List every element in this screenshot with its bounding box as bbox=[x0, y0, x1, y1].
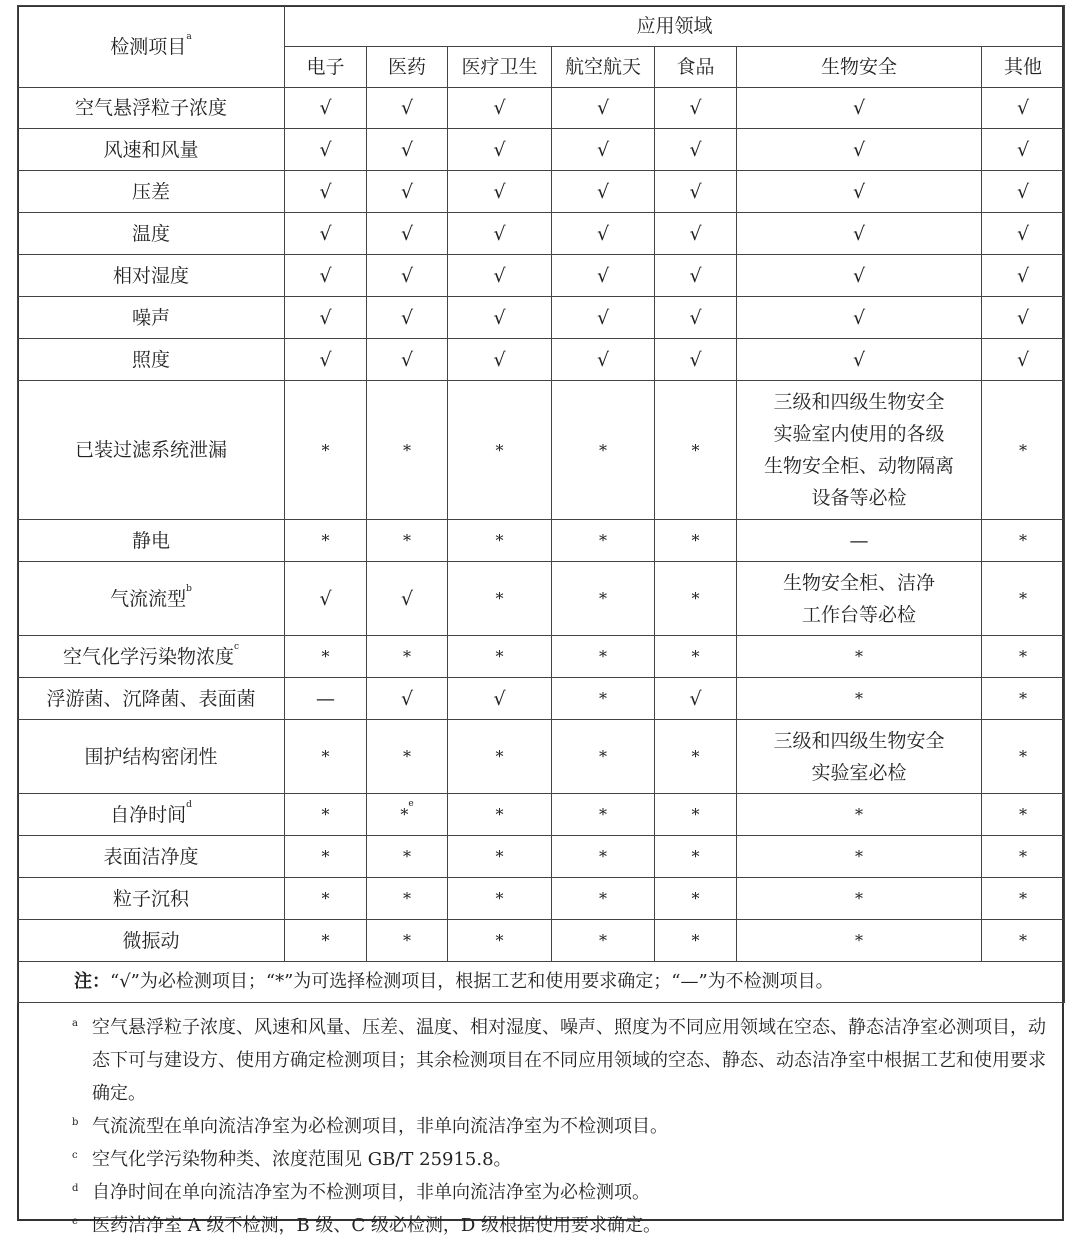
optional-mark: * bbox=[448, 720, 552, 794]
required-mark: √ bbox=[552, 213, 655, 255]
required-mark: √ bbox=[448, 255, 552, 297]
item-name: 照度 bbox=[18, 339, 285, 381]
optional-mark: * bbox=[982, 720, 1065, 794]
item-name: 温度 bbox=[18, 213, 285, 255]
optional-mark: * bbox=[285, 878, 367, 920]
required-mark: √ bbox=[655, 678, 737, 720]
footnote-d: d 自净时间在单向流洁净室为不检测项目，非单向流洁净室为必检测项。 bbox=[72, 1182, 650, 1203]
required-mark: √ bbox=[367, 255, 448, 297]
required-mark: √ bbox=[285, 297, 367, 339]
required-mark: √ bbox=[737, 129, 982, 171]
optional-mark: * bbox=[655, 381, 737, 520]
table-row bbox=[18, 255, 1065, 297]
optional-mark: * bbox=[367, 878, 448, 920]
required-mark: √ bbox=[655, 88, 737, 129]
optional-mark: * bbox=[737, 678, 982, 720]
item-name: 静电 bbox=[18, 520, 285, 562]
footnote-c: c 空气化学污染物种类、浓度范围见 GB/T 25915.8。 bbox=[72, 1149, 512, 1170]
requirement-note-cell: 生物安全柜、洁净 工作台等必检 bbox=[737, 562, 982, 636]
header-domain: 航空航天 bbox=[552, 47, 655, 88]
table-row bbox=[18, 920, 1065, 962]
required-mark: √ bbox=[448, 678, 552, 720]
required-mark: √ bbox=[737, 213, 982, 255]
required-mark: √ bbox=[552, 88, 655, 129]
optional-mark: * bbox=[285, 920, 367, 962]
item-name: 表面洁净度 bbox=[18, 836, 285, 878]
item-name: 粒子沉积 bbox=[18, 878, 285, 920]
optional-mark: * bbox=[367, 636, 448, 678]
required-mark: √ bbox=[552, 339, 655, 381]
required-mark: √ bbox=[655, 255, 737, 297]
required-mark: √ bbox=[655, 213, 737, 255]
item-name: 微振动 bbox=[18, 920, 285, 962]
optional-mark: * bbox=[737, 878, 982, 920]
optional-mark: * bbox=[367, 381, 448, 520]
optional-mark: * bbox=[737, 836, 982, 878]
table-row bbox=[18, 213, 1065, 255]
footnote-a: a 空气悬浮粒子浓度、风速和风量、压差、温度、相对湿度、噪声、照度为不同应用领域在空态、静态洁净室必测项目，动态下可与建设方、使用方确定检测项目；其余检测项目在不同应用领域的空态、静态、动态洁净室中根据工艺和使用要求确定。 bbox=[72, 1017, 1046, 1104]
optional-mark: * bbox=[982, 520, 1065, 562]
item-name: 已装过滤系统泄漏 bbox=[18, 381, 285, 520]
required-mark: √ bbox=[552, 129, 655, 171]
item-name: 噪声 bbox=[18, 297, 285, 339]
optional-mark: * bbox=[285, 794, 367, 836]
optional-mark: * bbox=[285, 520, 367, 562]
required-mark: √ bbox=[737, 339, 982, 381]
optional-mark: * bbox=[982, 794, 1065, 836]
table-row bbox=[18, 678, 1065, 720]
optional-mark: * bbox=[552, 920, 655, 962]
required-mark: √ bbox=[655, 171, 737, 213]
item-name: 相对湿度 bbox=[18, 255, 285, 297]
requirement-note-cell: 三级和四级生物安全 实验室必检 bbox=[737, 720, 982, 794]
required-mark: √ bbox=[552, 255, 655, 297]
required-mark: √ bbox=[448, 339, 552, 381]
optional-mark: * bbox=[448, 836, 552, 878]
item-name: 空气化学污染物浓度$^c$ bbox=[18, 636, 285, 678]
required-mark: √ bbox=[367, 171, 448, 213]
optional-mark: * bbox=[552, 562, 655, 636]
table-row bbox=[18, 878, 1065, 920]
required-mark: √ bbox=[982, 88, 1065, 129]
table-row bbox=[18, 171, 1065, 213]
requirement-note-cell: 三级和四级生物安全 实验室内使用的各级 生物安全柜、动物隔离 设备等必检 bbox=[737, 381, 982, 520]
optional-mark: * bbox=[448, 381, 552, 520]
optional-mark: * bbox=[552, 878, 655, 920]
required-mark: √ bbox=[285, 213, 367, 255]
optional-mark: * bbox=[982, 836, 1065, 878]
optional-mark: * bbox=[552, 720, 655, 794]
table-row bbox=[18, 836, 1065, 878]
optional-mark: * bbox=[655, 562, 737, 636]
header-domain: 其他 bbox=[982, 47, 1065, 88]
not-tested-mark: — bbox=[285, 678, 367, 720]
required-mark: √ bbox=[285, 562, 367, 636]
required-mark: √ bbox=[448, 297, 552, 339]
required-mark: √ bbox=[655, 339, 737, 381]
table-row bbox=[18, 297, 1065, 339]
optional-mark: * bbox=[982, 562, 1065, 636]
optional-mark: * bbox=[448, 878, 552, 920]
optional-mark: * bbox=[285, 720, 367, 794]
optional-mark: * bbox=[367, 720, 448, 794]
header-domain: 电子 bbox=[285, 47, 367, 88]
table-row bbox=[18, 720, 1065, 794]
optional-mark: * bbox=[655, 878, 737, 920]
required-mark: √ bbox=[367, 129, 448, 171]
header-domain: 医药 bbox=[367, 47, 448, 88]
required-mark: √ bbox=[982, 171, 1065, 213]
required-mark: √ bbox=[982, 129, 1065, 171]
optional-mark: * bbox=[737, 636, 982, 678]
optional-mark: * bbox=[655, 636, 737, 678]
optional-mark: * bbox=[448, 636, 552, 678]
item-name: 围护结构密闭性 bbox=[18, 720, 285, 794]
optional-mark: * bbox=[655, 520, 737, 562]
optional-mark: * bbox=[655, 836, 737, 878]
optional-mark: * bbox=[552, 678, 655, 720]
required-mark: √ bbox=[982, 213, 1065, 255]
inspection-table bbox=[17, 5, 1065, 1003]
table-row bbox=[18, 520, 1065, 562]
item-name: 压差 bbox=[18, 171, 285, 213]
optional-mark: * bbox=[982, 636, 1065, 678]
table-row bbox=[18, 88, 1065, 129]
required-mark: √ bbox=[982, 297, 1065, 339]
footnote-b: b 气流流型在单向流洁净室为必检测项目，非单向流洁净室为不检测项目。 bbox=[72, 1116, 668, 1137]
table-row bbox=[18, 636, 1065, 678]
header-domain: 生物安全 bbox=[737, 47, 982, 88]
header-application-domain: 应用领域 bbox=[285, 6, 1065, 47]
optional-mark: * bbox=[285, 836, 367, 878]
optional-mark: * bbox=[552, 836, 655, 878]
optional-mark: * bbox=[982, 678, 1065, 720]
optional-mark: * bbox=[367, 920, 448, 962]
required-mark: √ bbox=[367, 339, 448, 381]
optional-mark: * bbox=[655, 720, 737, 794]
footnotes bbox=[17, 1011, 1064, 1242]
required-mark: √ bbox=[552, 297, 655, 339]
required-mark: √ bbox=[448, 171, 552, 213]
required-mark: √ bbox=[655, 129, 737, 171]
optional-mark: * bbox=[982, 381, 1065, 520]
required-mark: √ bbox=[982, 255, 1065, 297]
required-mark: √ bbox=[448, 129, 552, 171]
required-mark: √ bbox=[737, 88, 982, 129]
required-mark: √ bbox=[367, 297, 448, 339]
item-name: 浮游菌、沉降菌、表面菌 bbox=[18, 678, 285, 720]
required-mark: √ bbox=[982, 339, 1065, 381]
legend-note: 注：“√”为必检测项目；“*”为可选择检测项目，根据工艺和使用要求确定；“—”为不检测项目。 bbox=[18, 962, 1065, 1003]
optional-mark: * bbox=[552, 520, 655, 562]
optional-mark: *$^e$ bbox=[367, 794, 448, 836]
required-mark: √ bbox=[737, 171, 982, 213]
optional-mark: * bbox=[737, 794, 982, 836]
required-mark: √ bbox=[655, 297, 737, 339]
header-domain: 食品 bbox=[655, 47, 737, 88]
optional-mark: * bbox=[552, 794, 655, 836]
optional-mark: * bbox=[552, 636, 655, 678]
required-mark: √ bbox=[285, 255, 367, 297]
optional-mark: * bbox=[285, 381, 367, 520]
optional-mark: * bbox=[448, 920, 552, 962]
item-name: 自净时间$^d$ bbox=[18, 794, 285, 836]
required-mark: √ bbox=[367, 678, 448, 720]
table-row bbox=[18, 794, 1065, 836]
optional-mark: * bbox=[367, 836, 448, 878]
optional-mark: * bbox=[737, 920, 982, 962]
header-item-column: 检测项目$^a$ bbox=[18, 6, 285, 88]
required-mark: √ bbox=[285, 129, 367, 171]
optional-mark: * bbox=[982, 878, 1065, 920]
footnote-e: e 医药洁净室 A 级不检测，B 级、C 级必检测，D 级根据使用要求确定。 bbox=[72, 1215, 662, 1236]
required-mark: √ bbox=[367, 213, 448, 255]
item-name: 空气悬浮粒子浓度 bbox=[18, 88, 285, 129]
required-mark: √ bbox=[448, 213, 552, 255]
required-mark: √ bbox=[285, 339, 367, 381]
table-row bbox=[18, 381, 1065, 520]
item-name: 气流流型$^b$ bbox=[18, 562, 285, 636]
required-mark: √ bbox=[285, 88, 367, 129]
table-row bbox=[18, 129, 1065, 171]
note-row bbox=[18, 962, 1065, 1003]
optional-mark: * bbox=[655, 794, 737, 836]
header-domain: 医疗卫生 bbox=[448, 47, 552, 88]
item-name: 风速和风量 bbox=[18, 129, 285, 171]
optional-mark: * bbox=[285, 636, 367, 678]
optional-mark: * bbox=[448, 794, 552, 836]
optional-mark: * bbox=[448, 562, 552, 636]
required-mark: √ bbox=[285, 171, 367, 213]
table-row bbox=[18, 339, 1065, 381]
optional-mark: * bbox=[982, 920, 1065, 962]
optional-mark: * bbox=[552, 381, 655, 520]
optional-mark: * bbox=[655, 920, 737, 962]
not-tested-mark: — bbox=[737, 520, 982, 562]
table-row bbox=[18, 562, 1065, 636]
required-mark: √ bbox=[367, 88, 448, 129]
optional-mark: * bbox=[448, 520, 552, 562]
required-mark: √ bbox=[448, 88, 552, 129]
required-mark: √ bbox=[737, 297, 982, 339]
required-mark: √ bbox=[737, 255, 982, 297]
optional-mark: * bbox=[367, 520, 448, 562]
required-mark: √ bbox=[367, 562, 448, 636]
required-mark: √ bbox=[552, 171, 655, 213]
